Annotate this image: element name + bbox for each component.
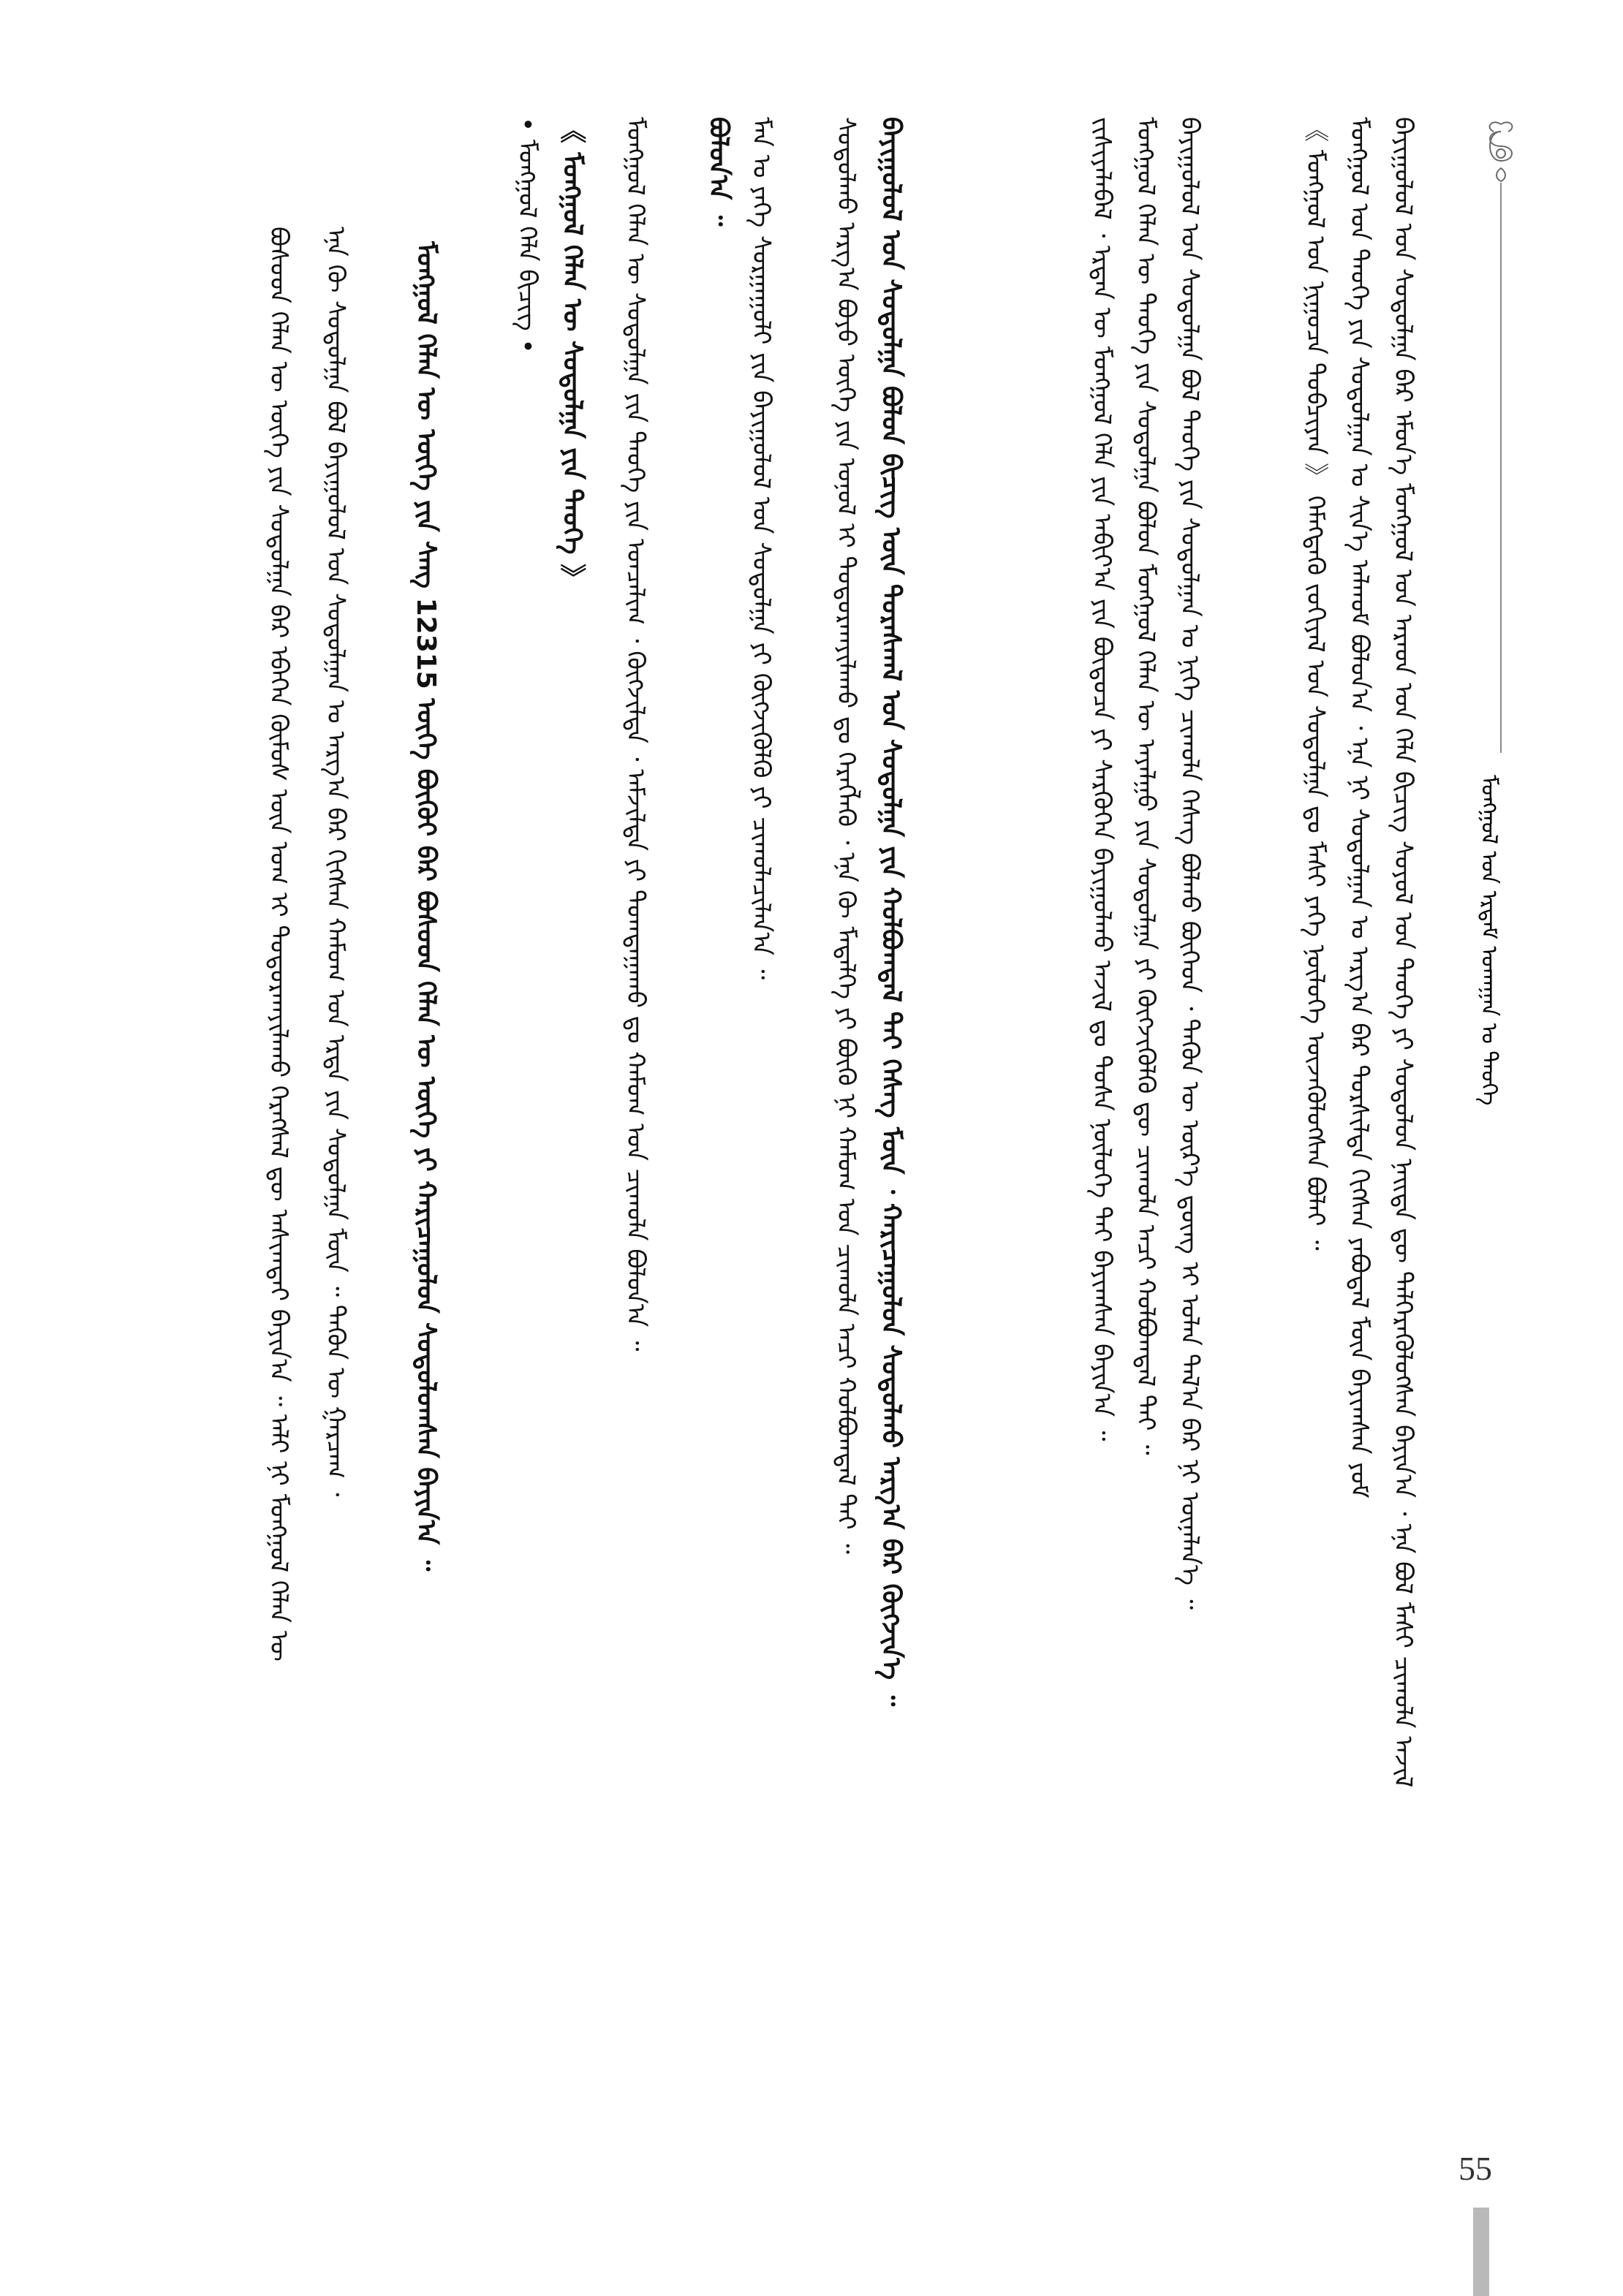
text-column-3: 《 ᠮᠣᠩᠭᠣᠯ ᠤᠨ ᠨᠢᠭᠤᠴᠠ ᠲᠣᠪᠴᠢᠶᠠᠨ 》 ᠬᠡᠮᠡᠭᠳᠡᠬᠦ ᠵᠣᠬᠢᠶᠠᠯ ᠤᠨ ᠰᠤᠳᠤᠯᠭᠠ ᠳᠤ ᠮᠠᠰᠢ ᠶᠡᠬᠡ ᠨᠥᠯᠦᠭᠡ ᠦᠵᠡᠭᠦᠯᠦᠭᠰᠡᠨ ᠪᠣᠯᠠᠢ ᠃ xyxy=(1301,117,1330,1251)
text-column-6: ᠵᠢᠱᠢᠶᠡᠯᠡᠪᠡᠯ ᠂ ᠡᠷᠲᠡᠨ ᠦ ᠮᠣᠩᠭᠣᠯ ᠬᠡᠯᠡ ᠶᠢᠨ ᠠᠪᠢᠶ᠎ᠠ ᠶᠢᠨ ᠪᠦᠲᠦᠴᠡ ᠶᠢ ᠰᠡᠷᠭᠦᠭᠡᠨ ᠪᠠᠶᠢᠭᠤᠯᠬᠤ ᠠᠵᠢᠯ ᠳᠤ ᠲᠤᠰᠠ ᠨᠥᠯᠦᠭᠡ ᠲᠠᠢ ᠪᠠᠶᠢᠭᠰᠠᠨ ᠪᠠᠶᠢᠨ᠎ᠠ ᠃ xyxy=(1087,117,1116,1441)
text-column-5: ᠮᠣᠩᠭᠣᠯ ᠬᠡᠯᠡᠨ ᠦ ᠲᠡᠦᠬᠡ ᠶᠢᠨ ᠰᠤᠳᠤᠯᠭᠠ ᠪᠣᠯᠤᠨ ᠮᠣᠩᠭᠣᠯ ᠬᠡᠯᠡᠨ ᠦ ᠠᠶᠠᠯᠭᠤ ᠶᠢᠨ ᠰᠤᠳᠤᠯᠭᠠ ᠶᠢ ᠬᠥᠭᠵᠢᠭᠦᠯᠬᠦ ᠳᠦ ᠴᠢᠬᠤᠯᠠ ᠠᠴᠢ ᠬᠣᠯᠪᠣᠭᠳᠠᠯ ᠲᠠᠢ ᠃ xyxy=(1131,117,1160,1455)
text-column-1: ᠪᠠᠶᠢᠭᠤᠯᠤᠯ ᠤᠨ ᠰᠤᠳᠤᠯᠭᠠ ᠪᠠᠷ ᠡᠮᠦᠨ᠎ᠡ ᠮᠣᠩᠭᠣᠯ ᠤᠨ ᠠᠷᠠᠳ ᠤᠨ ᠬᠡᠯᠡ ᠪᠢᠴᠢᠭ ᠰᠣᠶᠣᠯ ᠤᠨ ᠲᠡᠦᠬᠡ ᠶᠢ ᠰᠤᠳᠤᠯᠤᠨ ᠨᠡᠢᠲᠡ ᠳᠦ ᠳᠡᠯᠭᠡᠷᠡᠭᠦᠯᠦᠭᠰᠡᠨ ᠪᠠᠶᠢᠨ᠎ᠠ ᠂ ᠡᠨᠡ ᠪᠣᠯ ᠮᠠᠰᠢ ᠴᠢᠬᠤᠯᠠ ᠠᠵᠢᠯ xyxy=(1388,117,1418,1788)
running-header-title: ᠮᠣᠩᠭᠣᠯ ᠤᠨ ᠡᠷᠳᠡᠮ ᠤᠬᠠᠭᠠᠨ ᠤ ᠲᠡᠦᠬᠡ xyxy=(1476,775,1502,1106)
text-column-10: ᠪᠣᠯᠤᠨ᠎ᠠ ᠃ xyxy=(703,117,733,227)
text-column-9: ᠮᠠᠨ ᠤ ᠶᠡᠬᠡ ᠰᠤᠷᠭᠠᠭᠤᠯᠢ ᠶᠢᠨ ᠪᠠᠶᠢᠭᠤᠯᠤᠯ ᠤᠨ ᠰᠤᠳᠤᠯᠭᠠ ᠶᠢ ᠬᠥᠭᠵᠢᠭᠦᠯᠬᠦ ᠶᠢ ᠴᠢᠬᠤᠯᠠᠴᠢᠯᠠᠨ᠎ᠠ ᠃ xyxy=(746,117,776,980)
text-column-8: ᠰᠤᠳᠤᠯᠬᠤ ᠠᠷᠭ᠎ᠠ ᠪᠤᠶᠤ ᠦᠭᠡ ᠶᠢᠨ ᠣᠨᠣᠯ ᠢ ᠲᠣᠳᠤᠷᠬᠠᠶᠢᠯᠠᠬᠤ ᠳᠤ ᠬᠡᠷᠡᠭᠯᠡᠬᠦ ᠂ ᠡᠨᠡ ᠬᠦ ᠮᠡᠳᠡᠯᠭᠡ ᠶᠢ ᠪᠦᠬᠦ ᠨᠢ ᠬᠠᠮᠤᠭ ᠤᠨ ᠴᠢᠬᠤᠯᠠ ᠠᠴᠢ ᠬᠣᠯᠪᠣᠭᠳᠠᠯ ᠲᠠᠢ ᠃ xyxy=(831,117,860,1554)
text-column-13: • ᠮᠣᠩᠭᠣᠯ ᠬᠡᠯᠡ ᠪᠢᠴᠢᠭ • xyxy=(512,117,542,354)
text-column-12: 《 ᠮᠣᠩᠭᠣᠯ ᠬᠡᠯᠡᠨ ᠦ ᠰᠤᠳᠤᠯᠭᠠ ᠶᠢᠨ ᠲᠡᠦᠬᠡ 》 xyxy=(557,117,587,590)
text-column-4: ᠪᠠᠶᠢᠭᠤᠯᠤᠯ ᠤᠨ ᠰᠤᠳᠤᠯᠭᠠ ᠪᠣᠯ ᠲᠡᠦᠬᠡ ᠶᠢᠨ ᠰᠤᠳᠤᠯᠭᠠᠨ ᠤ ᠨᠢᠭᠡ ᠴᠢᠬᠤᠯᠠ ᠬᠡᠰᠡᠭ ᠪᠣᠯᠬᠤ ᠪᠥᠭᠡᠳ ᠂ ᠲᠡᠭᠦᠨ ᠦ ᠦᠷ᠎ᠡ ᠳ᠋ᠦᠩ ᠢ ᠣᠯᠠᠨ ᠲᠠᠯ᠎ᠠ ᠪᠠᠷ ᠨᠢ ᠦᠨᠡᠯᠡᠨ᠎ᠡ ᠃ xyxy=(1175,117,1204,1610)
text-column-15: ᠡᠨᠡ ᠬᠦ ᠰᠤᠳᠤᠯᠭᠠ ᠪᠣᠯ ᠪᠠᠶᠢᠭᠤᠯᠤᠯ ᠤᠨ ᠰᠤᠳᠤᠯᠭᠠᠨ ᠤ ᠠᠷᠭ᠎ᠠ ᠪᠠᠷ ᠬᠢᠭᠰᠡᠨ ᠬᠠᠮᠤᠭ ᠤᠨ ᠡᠷᠲᠡ ᠶᠢᠨ ᠰᠤᠳᠤᠯᠭᠠ ᠮᠥᠨ ᠃ ᠲᠡᠭᠦᠨ ᠦ ᠭᠠᠷᠴᠠᠭ ᠂ xyxy=(321,227,350,1497)
page-edge-bar xyxy=(1473,2208,1489,2296)
text-column-16: ᠪᠤᠰᠤᠳ ᠬᠡᠯᠡᠨ ᠦ ᠦᠭᠡ ᠶᠢᠨ ᠰᠤᠳᠤᠯᠭᠠ ᠪᠠᠷ ᠡᠪᠡᠭᠡᠨ ᠬᠦᠮᠦᠰ ᠦᠨ ᠤᠭ ᠢ ᠲᠣᠳᠤᠷᠬᠠᠶᠢᠯᠠᠬᠤ ᠬᠡᠷᠡᠭᠰᠡᠯ ᠳᠦ ᠠᠰᠢᠭᠲᠠᠶ ᠪᠠᠶᠢᠨ᠎ᠠ ᠃ ᠠᠯᠢ ᠨᠢ ᠮᠣᠩᠭᠣᠯ ᠬᠡᠯᠡᠨ ᠦ xyxy=(264,227,293,1662)
page-number: 55 xyxy=(1459,2150,1492,2187)
text-column-7: ᠪᠠᠶᠢᠭᠤᠯᠤᠯ ᠤᠨ ᠰᠤᠳᠤᠯᠭᠠ ᠪᠣᠯᠤᠨ ᠪᠢᠴᠢᠭ ᠦᠨ ᠳᠤᠷᠠᠰᠬᠠᠯ ᠤᠨ ᠰᠤᠳᠤᠯᠭᠠ ᠶᠢᠨ ᠬᠣᠯᠪᠣᠭᠳᠠᠯ ᠲᠠᠢ ᠬᠡᠰᠡᠭ ᠮᠥᠨ ᠂ ᠬᠠᠷᠢᠴᠠᠭᠤᠯᠤᠨ ᠰᠤᠳᠤᠯᠬᠤ ᠠᠷᠭ᠎ᠠ ᠪᠠᠷ ᠬᠥᠭᠵᠢᠨ᠎ᠡ ᠃ xyxy=(876,117,906,1707)
text-column-11: ᠮᠣᠩᠭᠣᠯ ᠬᠡᠯᠡᠨ ᠦ ᠰᠤᠳᠤᠯᠭᠠ ᠶᠢᠨ ᠲᠡᠦᠬᠡ ᠶᠢᠨ ᠣᠨᠴᠠᠯᠢᠭ ᠂ ᠬᠥᠭᠵᠢᠯᠲᠡ ᠂ ᠠᠮᠵᠢᠯᠲᠠ ᠶᠢ ᠲᠣᠭᠲᠠᠭᠠᠬᠤ ᠳᠤ ᠬᠠᠮᠤᠭ ᠤᠨ ᠴᠢᠬᠤᠯᠠ ᠪᠣᠯᠤᠨ᠎ᠠ ᠃ xyxy=(621,117,650,1352)
text-column-2: ᠮᠣᠩᠭᠣᠯ ᠤᠨ ᠲᠡᠦᠬᠡ ᠶᠢᠨ ᠰᠤᠳᠤᠯᠭᠠᠨ ᠤ ᠰᠢᠨ᠎ᠡ ᠠᠯᠬᠤᠮ ᠪᠣᠯᠤᠨ᠎ᠠ ᠂ ᠡᠨᠡ ᠨᠢ ᠰᠤᠳᠤᠯᠭᠠᠨ ᠤ ᠠᠷᠭ᠎ᠠ ᠪᠠᠷ ᠲᠤᠷᠰᠢᠯᠲᠠ ᠬᠢᠭᠰᠡᠨ ᠶᠠᠪᠤᠳᠠᠯ ᠮᠥᠨ ᠪᠠᠶᠢᠭᠰᠠᠨ ᠶᠤᠮ xyxy=(1344,117,1374,1499)
section-heading: ᠮᠣᠩᠭᠣᠯ ᠬᠡᠯᠡᠨ ᠦ ᠦᠭᠡ ᠶᠢᠨ ᠰᠠᠩ 12315 ᠦᠭᠡ ᠪᠦᠬᠦᠢ ᠪᠠᠷ ᠪᠤᠰᠤᠳ ᠬᠡᠯᠡᠨ ᠦ ᠦᠭᠡ ᠶᠢ ᠬᠠᠷᠢᠴᠠᠭᠤᠯᠤᠨ ᠰᠤᠳᠤᠯᠤᠭᠰᠠᠨ ᠪᠠᠶᠢᠨ᠎ᠠ ᠃ xyxy=(411,241,441,1572)
